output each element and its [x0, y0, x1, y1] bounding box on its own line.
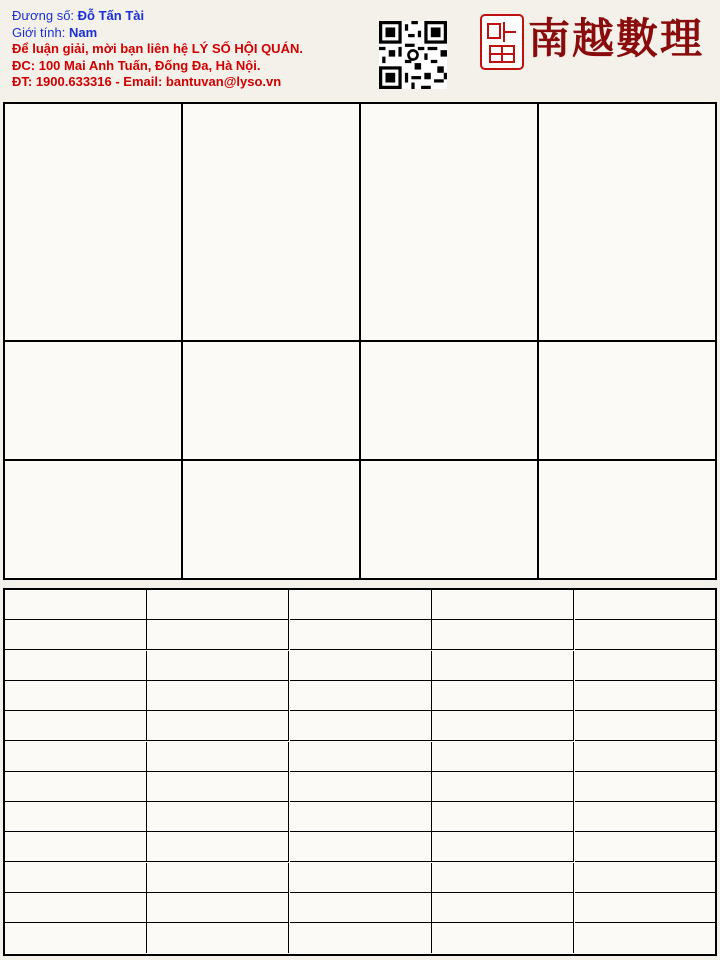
year-cell [290, 590, 432, 620]
year-cell [5, 802, 147, 832]
year-cell [575, 681, 717, 711]
year-cell [290, 802, 432, 832]
year-cell [432, 863, 574, 893]
brand-logo: 南越數理 [528, 14, 705, 63]
year-cell [575, 923, 717, 953]
year-cell [575, 711, 717, 741]
year-cell [5, 681, 147, 711]
year-cell [575, 651, 717, 681]
year-cell [575, 893, 717, 923]
year-cell [575, 802, 717, 832]
year-cell [432, 802, 574, 832]
year-cell [432, 711, 574, 741]
dai-van-6 [183, 461, 361, 580]
header [0, 0, 720, 100]
year-cell [432, 772, 574, 802]
year-cell [575, 772, 717, 802]
year-cell [147, 742, 289, 772]
gender-value: Nam [68, 24, 98, 40]
year-cell [290, 681, 432, 711]
gender-label: Giới tính: [12, 24, 66, 40]
year-cell [432, 620, 574, 650]
year-cell [432, 832, 574, 862]
year-cell [290, 863, 432, 893]
four-pillars [3, 102, 717, 342]
year-cell [290, 620, 432, 650]
annual-luck-table [3, 588, 717, 956]
seal-stamp-icon [480, 14, 524, 70]
year-cell [575, 620, 717, 650]
contact-line: Để luận giải, mời bạn liên hệ LÝ SỐ HỘI QUÁN. [12, 41, 303, 56]
year-cell [5, 893, 147, 923]
year-cell [290, 923, 432, 953]
year-cell [5, 742, 147, 772]
year-cell [290, 772, 432, 802]
year-cell [5, 863, 147, 893]
year-cell [575, 742, 717, 772]
year-cell [147, 772, 289, 802]
dai-van-1 [5, 342, 183, 461]
dai-van-8 [539, 461, 715, 580]
year-cell [147, 923, 289, 953]
phone-email-line[interactable]: ĐT: 1900.633316 - Email: bantuvan@lyso.vn [12, 74, 282, 89]
year-cell [147, 681, 289, 711]
year-cell [5, 711, 147, 741]
year-cell [290, 832, 432, 862]
year-cell [5, 832, 147, 862]
year-cell [290, 711, 432, 741]
year-cell [432, 923, 574, 953]
dai-van-7 [361, 461, 539, 580]
year-cell [432, 893, 574, 923]
year-cell [5, 620, 147, 650]
year-cell [147, 863, 289, 893]
year-cell [5, 923, 147, 953]
year-cell [575, 590, 717, 620]
year-cell [432, 590, 574, 620]
year-cell [147, 651, 289, 681]
pillar-2 [183, 104, 361, 340]
year-cell [432, 681, 574, 711]
year-cell [147, 893, 289, 923]
dai-van-5 [5, 461, 183, 580]
year-cell [5, 590, 147, 620]
year-cell [575, 832, 717, 862]
year-cell [575, 863, 717, 893]
year-cell [147, 832, 289, 862]
year-cell [432, 651, 574, 681]
pillar-3 [361, 104, 539, 340]
year-cell [5, 772, 147, 802]
name-label: Đương số: [12, 8, 75, 23]
pillar-4 [539, 104, 715, 340]
header-info [12, 8, 303, 91]
year-cell [290, 742, 432, 772]
year-cell [147, 711, 289, 741]
year-cell [290, 893, 432, 923]
dai-van-3 [361, 342, 539, 461]
year-cell [147, 802, 289, 832]
qr-code-icon [379, 21, 447, 89]
address-line: ĐC: 100 Mai Anh Tuấn, Đống Đa, Hà Nội. [12, 57, 261, 73]
year-cell [432, 742, 574, 772]
year-cell [147, 590, 289, 620]
dai-van-2 [183, 342, 361, 461]
year-cell [5, 651, 147, 681]
dai-van-grid [3, 342, 717, 580]
year-cell [147, 620, 289, 650]
pillar-1 [5, 104, 183, 340]
year-cell [290, 651, 432, 681]
person-name: Đỗ Tấn Tài [77, 8, 145, 23]
dai-van-4 [539, 342, 715, 461]
